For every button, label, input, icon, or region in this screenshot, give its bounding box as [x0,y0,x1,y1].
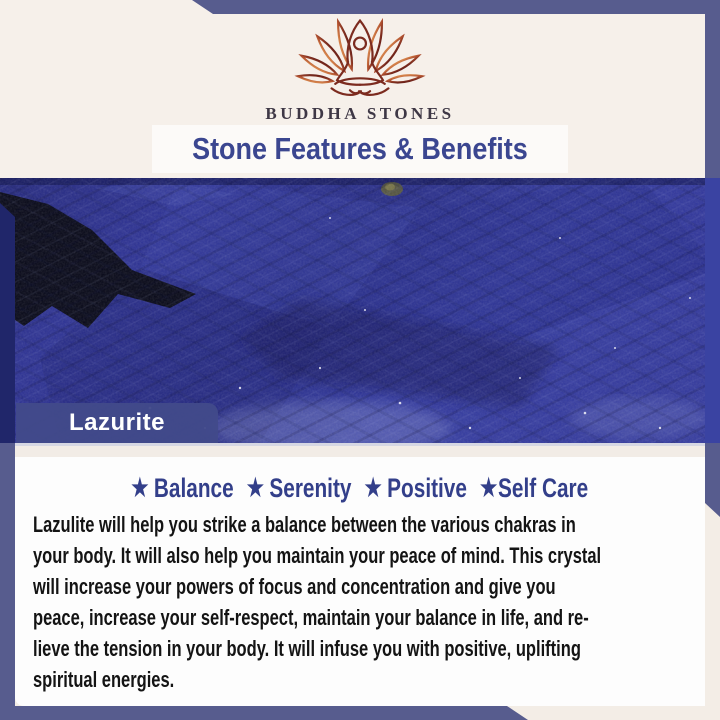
benefit-item [247,472,352,504]
description-line: lieve the tension in your body. It will infuse you with positive, uplifting [33,636,581,661]
frame-strip-left [0,203,15,720]
benefit-label: Serenity [269,473,352,503]
benefit-label: Self Care [498,473,589,503]
page-title: Stone Features & Benefits [192,131,528,166]
benefit-item [365,472,467,504]
divider-cream [15,446,720,457]
stone-name: Lazurite [68,409,165,436]
title-banner [152,125,568,173]
stone-name-tag [16,403,218,443]
description-line: Lazulite will help you strike a balance between the various chakras in [33,512,576,537]
benefit-item [132,472,234,504]
description-line: peace, increase your self-respect, maintain your balance in life, and re- [33,605,589,630]
description-line: spiritual energies. [33,667,175,692]
star-icon: ★ [247,474,265,502]
star-icon: ★ [364,474,383,502]
benefit-item [480,472,588,504]
frame-band-bottom [0,706,720,720]
brand-name: BUDDHA STONES [265,104,455,123]
star-icon: ★ [480,474,498,502]
content-panel [15,457,705,706]
lotus-meditator-icon [275,16,445,104]
benefit-label: Positive [387,473,468,503]
frame-strip-right [705,0,720,517]
header-section [0,0,720,178]
star-icon: ★ [131,474,149,502]
brand-logo [0,16,720,109]
stone-description [33,509,708,695]
description-line: your body. It will also help you maintain your peace of mind. This crystal [33,543,602,568]
benefits-row [15,472,705,504]
description-line: will increase your powers of focus and concentration and give you [33,574,556,599]
benefit-label: Balance [154,473,234,503]
